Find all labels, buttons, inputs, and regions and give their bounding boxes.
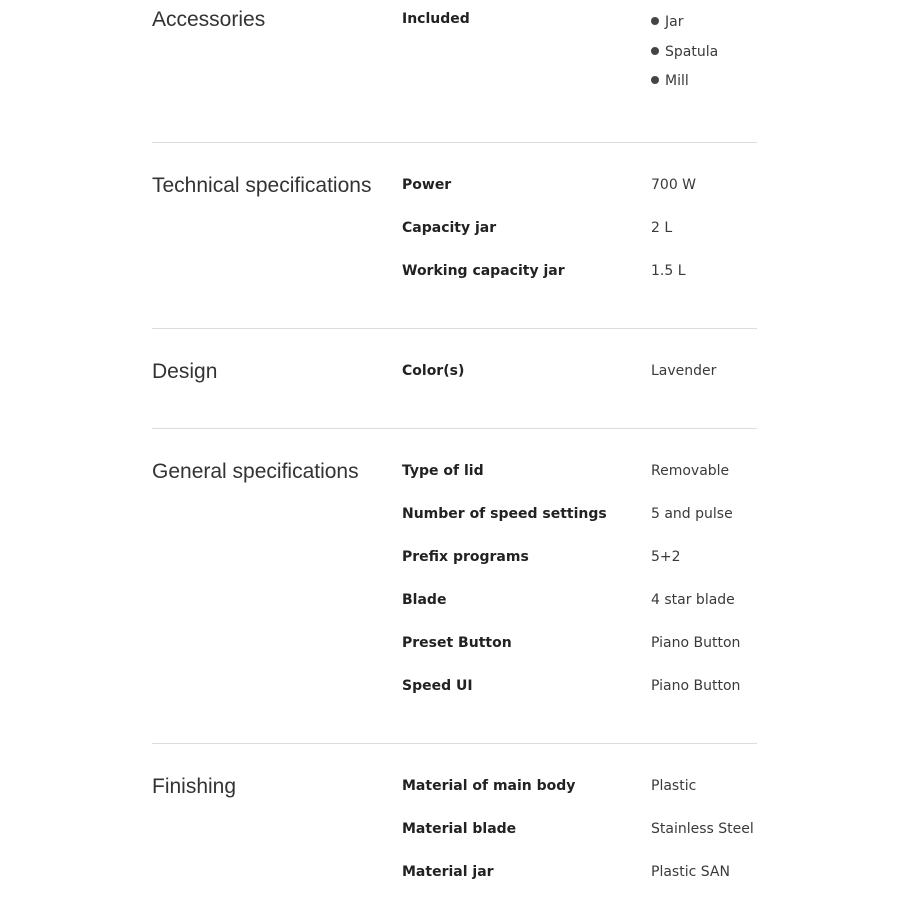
spec-value: Piano Button bbox=[651, 635, 741, 651]
list-item: Spatula bbox=[651, 41, 718, 61]
list-item: Jar bbox=[651, 11, 683, 31]
spec-value: Plastic SAN bbox=[651, 864, 730, 880]
spec-label: Prefix programs bbox=[402, 549, 529, 565]
bullet-icon bbox=[651, 47, 659, 55]
spec-row bbox=[152, 592, 757, 612]
section-title: Finishing bbox=[152, 775, 237, 798]
divider bbox=[152, 428, 757, 429]
spec-row bbox=[152, 678, 757, 698]
divider bbox=[152, 328, 757, 329]
spec-row bbox=[152, 220, 757, 240]
spec-value: 2 L bbox=[651, 220, 673, 236]
spec-label: Capacity jar bbox=[402, 220, 497, 236]
spec-row bbox=[152, 506, 757, 526]
spec-value: 700 W bbox=[651, 177, 697, 193]
spec-value: 5+2 bbox=[651, 549, 681, 565]
spec-label: Blade bbox=[402, 592, 447, 608]
spec-label: Material jar bbox=[402, 864, 494, 880]
spec-label: Material of main body bbox=[402, 778, 576, 794]
list-item: Mill bbox=[651, 70, 689, 90]
section-title: Design bbox=[152, 360, 218, 383]
section-title: Accessories bbox=[152, 8, 266, 31]
section-title: General specifications bbox=[152, 460, 359, 483]
spec-value: Lavender bbox=[651, 363, 717, 379]
bullet-icon bbox=[651, 76, 659, 84]
spec-label: Material blade bbox=[402, 821, 517, 837]
spec-label: Type of lid bbox=[402, 463, 484, 479]
spec-label: Preset Button bbox=[402, 635, 512, 651]
section-title: Technical specifications bbox=[152, 174, 372, 197]
spec-value: Piano Button bbox=[651, 678, 741, 694]
spec-row bbox=[152, 778, 757, 798]
spec-row bbox=[152, 864, 757, 884]
spec-value: Stainless Steel bbox=[651, 821, 754, 837]
spec-label: Color(s) bbox=[402, 363, 465, 379]
spec-row bbox=[152, 549, 757, 569]
spec-row bbox=[152, 635, 757, 655]
bullet-icon bbox=[651, 17, 659, 25]
spec-row bbox=[152, 177, 757, 197]
divider bbox=[152, 743, 757, 744]
spec-label: Included bbox=[402, 11, 470, 27]
spec-value: 4 star blade bbox=[651, 592, 735, 608]
spec-row bbox=[152, 821, 757, 841]
spec-value: 1.5 L bbox=[651, 263, 686, 279]
spec-label: Power bbox=[402, 177, 452, 193]
divider bbox=[152, 142, 757, 143]
spec-value: Removable bbox=[651, 463, 730, 479]
spec-label: Speed UI bbox=[402, 678, 473, 694]
spec-label: Working capacity jar bbox=[402, 263, 565, 279]
spec-row bbox=[152, 363, 757, 383]
spec-row bbox=[152, 463, 757, 483]
spec-row bbox=[152, 263, 757, 283]
spec-label: Number of speed settings bbox=[402, 506, 607, 522]
spec-value: Plastic bbox=[651, 778, 697, 794]
spec-value: 5 and pulse bbox=[651, 506, 733, 522]
